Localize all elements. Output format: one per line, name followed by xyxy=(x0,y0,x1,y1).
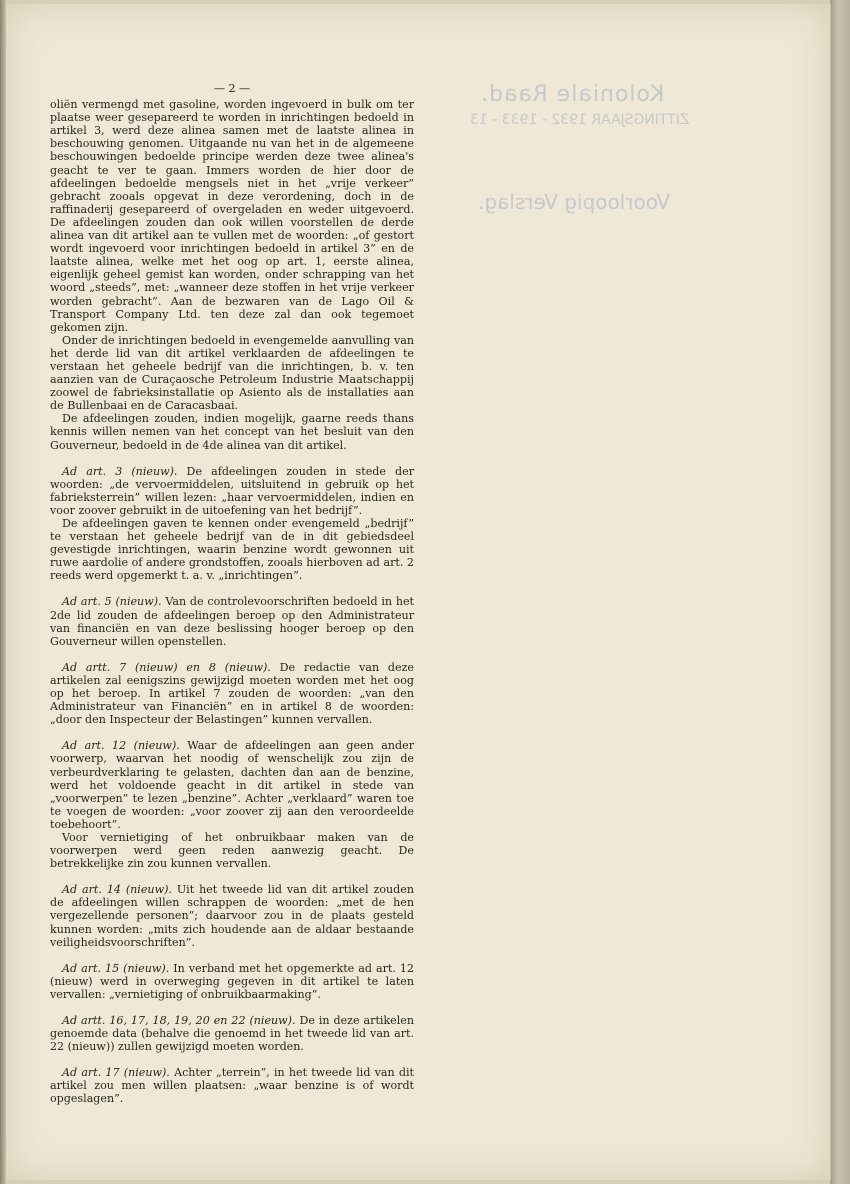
article-heading: Ad art. 12 (nieuw). xyxy=(62,739,180,753)
paragraph xyxy=(50,334,414,413)
paragraph xyxy=(50,517,414,582)
paragraph xyxy=(50,465,414,517)
paragraph-text: Van de controlevoorschriften bedoeld in het 2de lid zouden de afdeelingen beroep op den Administrateur van financiën en van deze beslissing hooger beroep op den Gouverneur willen openstellen. xyxy=(50,595,415,648)
paragraph xyxy=(50,661,414,726)
paragraph xyxy=(50,1014,414,1053)
paragraph-text: Waar de afdeelingen aan geen ander voorwerp, waarvan het noodig of wenschelijk zou zijn de verbeurdverklaring te gelasten, dachten dan aan de benzine, werd het voldoende geacht in dit artikel in stede van „voorwerpen” te lezen „benzine”. Achter „verklaard” waren toe te voegen de woorden: „voor zoover zij aan den veroordeelde toebehoort”. xyxy=(50,739,414,831)
article-heading: Ad artt. 7 (nieuw) en 8 (nieuw). xyxy=(62,660,271,674)
paragraph-text: oliën vermengd met gasoline, worden ingevoerd in bulk om ter plaatse weer gesepareerd te worden in inrichtingen bedoeld in artikel 3, werd deze alinea samen met de laatste alinea in beschouwing genomen. Uitgaande nu van het in de algemeene beschouwingen bedoelde principe werden deze twee alinea's geacht te ver te gaan. Immers worden de hier door de afdeelingen bedoelde mengsels niet in het „vrije verkeer” gebracht zooals opgevat in deze verordening, doch in de raffinaderij gesepareerd of overgeladen en weder uitgevoerd. De afdeelingen zouden dan ook willen voorstellen de derde alinea van dit artikel aan te vullen met de woorden: „of gestort wordt ingevoerd voor inrichtingen bedoeld in artikel 3” en de laatste alinea, welke met het oog op art. 1, eerste alinea, eigenlijk geheel gemist kan worden, onder schrapping van het woord „steeds”, met: „wanneer deze stoffen in het vrije verkeer worden gebracht”. Aan de bezwaren van de Lago Oil & Transport Company Ltd. ten deze zal dan ook tegemoet gekomen zijn. xyxy=(50,98,414,334)
paragraph-text: De afdeelingen zouden in stede der woorden: „de vervoermiddelen, uitsluitend in gebruik op het fabrieksterrein” willen lezen: „haar vervoermiddelen, indien en voor zoover gebruikt in de uitoefening van het bedrijf”. xyxy=(50,464,415,517)
article-heading: Ad art. 17 (nieuw). xyxy=(62,1066,170,1080)
article-heading: Ad art. 14 (nieuw). xyxy=(62,883,172,897)
bleed-through-title: Koloniale Raad. xyxy=(480,82,665,107)
paragraph-text: De redactie van deze artikelen zal eenigszins gewijzigd moeten worden met het oog op het beroep. In artikel 7 zouden de woorden: „van den Administrateur van Financiën” en in artikel 8 de woorden: „door den Inspecteur der Belastingen” kunnen vervallen. xyxy=(50,660,414,727)
paragraph-text: Achter „terrein”, in het tweede lid van dit artikel zou men willen plaatsen: „waar benzine is of wordt opgeslagen”. xyxy=(50,1066,414,1106)
paragraph xyxy=(50,1066,414,1105)
bleed-through-report: Voorloopig Verslag. xyxy=(478,190,671,214)
page-number: — 2 — xyxy=(213,82,251,95)
paragraph xyxy=(50,962,414,1001)
paragraph xyxy=(50,98,414,334)
paragraph-text: De in deze artikelen genoemde data (behalve die genoemd in het tweede lid van art. 22 (nieuw)) zullen gewijzigd moeten worden. xyxy=(50,1014,415,1054)
paragraph xyxy=(50,412,414,451)
paragraph xyxy=(50,883,414,948)
paragraph-text: Uit het tweede lid van dit artikel zouden de afdeelingen willen schrappen de woorden: „met de hen vergezellende personen”; daarvoor zou in de plaats gesteld kunnen worden: „mits zich houdende aan de aldaar bestaande veiligheidsvoorschriften”. xyxy=(50,883,414,949)
article-heading: Ad art. 3 (nieuw). xyxy=(62,464,178,478)
paragraph-text: De afdeelingen gaven te kennen onder evengemeld „bedrijf” te verstaan het geheele bedrijf van de in dit gebiedsdeel gevestigde inrichtingen, waarin benzine wordt gewonnen uit ruwe aardolie of andere grondstoffen, zooals hierboven ad art. 2 reeds werd opgemerkt t. a. v. „inrichtingen”. xyxy=(50,517,414,583)
article-heading: Ad art. 15 (nieuw). xyxy=(62,961,170,975)
bleed-through-session: ZITTINGSJAAR 1932 - 1933 - 13 xyxy=(470,112,690,128)
text-column xyxy=(50,82,414,1106)
paragraph-text: Voor vernietiging of het onbruikbaar maken van de voorwerpen werd geen reden aanwezig geacht. De betrekkelijke zin zou kunnen vervallen. xyxy=(50,830,414,871)
paragraph xyxy=(50,595,414,647)
paragraph-text: In verband met het opgemerkte ad art. 12 (nieuw) werd in overweging gegeven in dit artikel te laten vervallen: „vernietiging of onbruikbaarmaking”. xyxy=(50,961,414,1001)
paragraph xyxy=(50,831,414,870)
article-heading: Ad art. 5 (nieuw). xyxy=(62,595,162,609)
page-edge-shadow xyxy=(830,0,850,1184)
paragraph-text: Onder de inrichtingen bedoeld in evengemelde aanvulling van het derde lid van dit artikel verklaarden de afdeelingen te verstaan het geheele bedrijf van die inrichtingen, b. v. ten aanzien van de Curaçaosche Petroleum Industrie Maatschappij zoowel de fabrieksinstallatie op Asiento als de installaties aan de Bullenbaai en de Caracasbaai. xyxy=(50,333,414,413)
paragraph xyxy=(50,739,414,831)
article-heading: Ad artt. 16, 17, 18, 19, 20 en 22 (nieuw). xyxy=(62,1014,296,1027)
paragraph-text: De afdeelingen zouden, indien mogelijk, gaarne reeds thans kennis willen nemen van het concept van het besluit van den Gouverneur, bedoeld in de 4de alinea van dit artikel. xyxy=(50,412,414,452)
